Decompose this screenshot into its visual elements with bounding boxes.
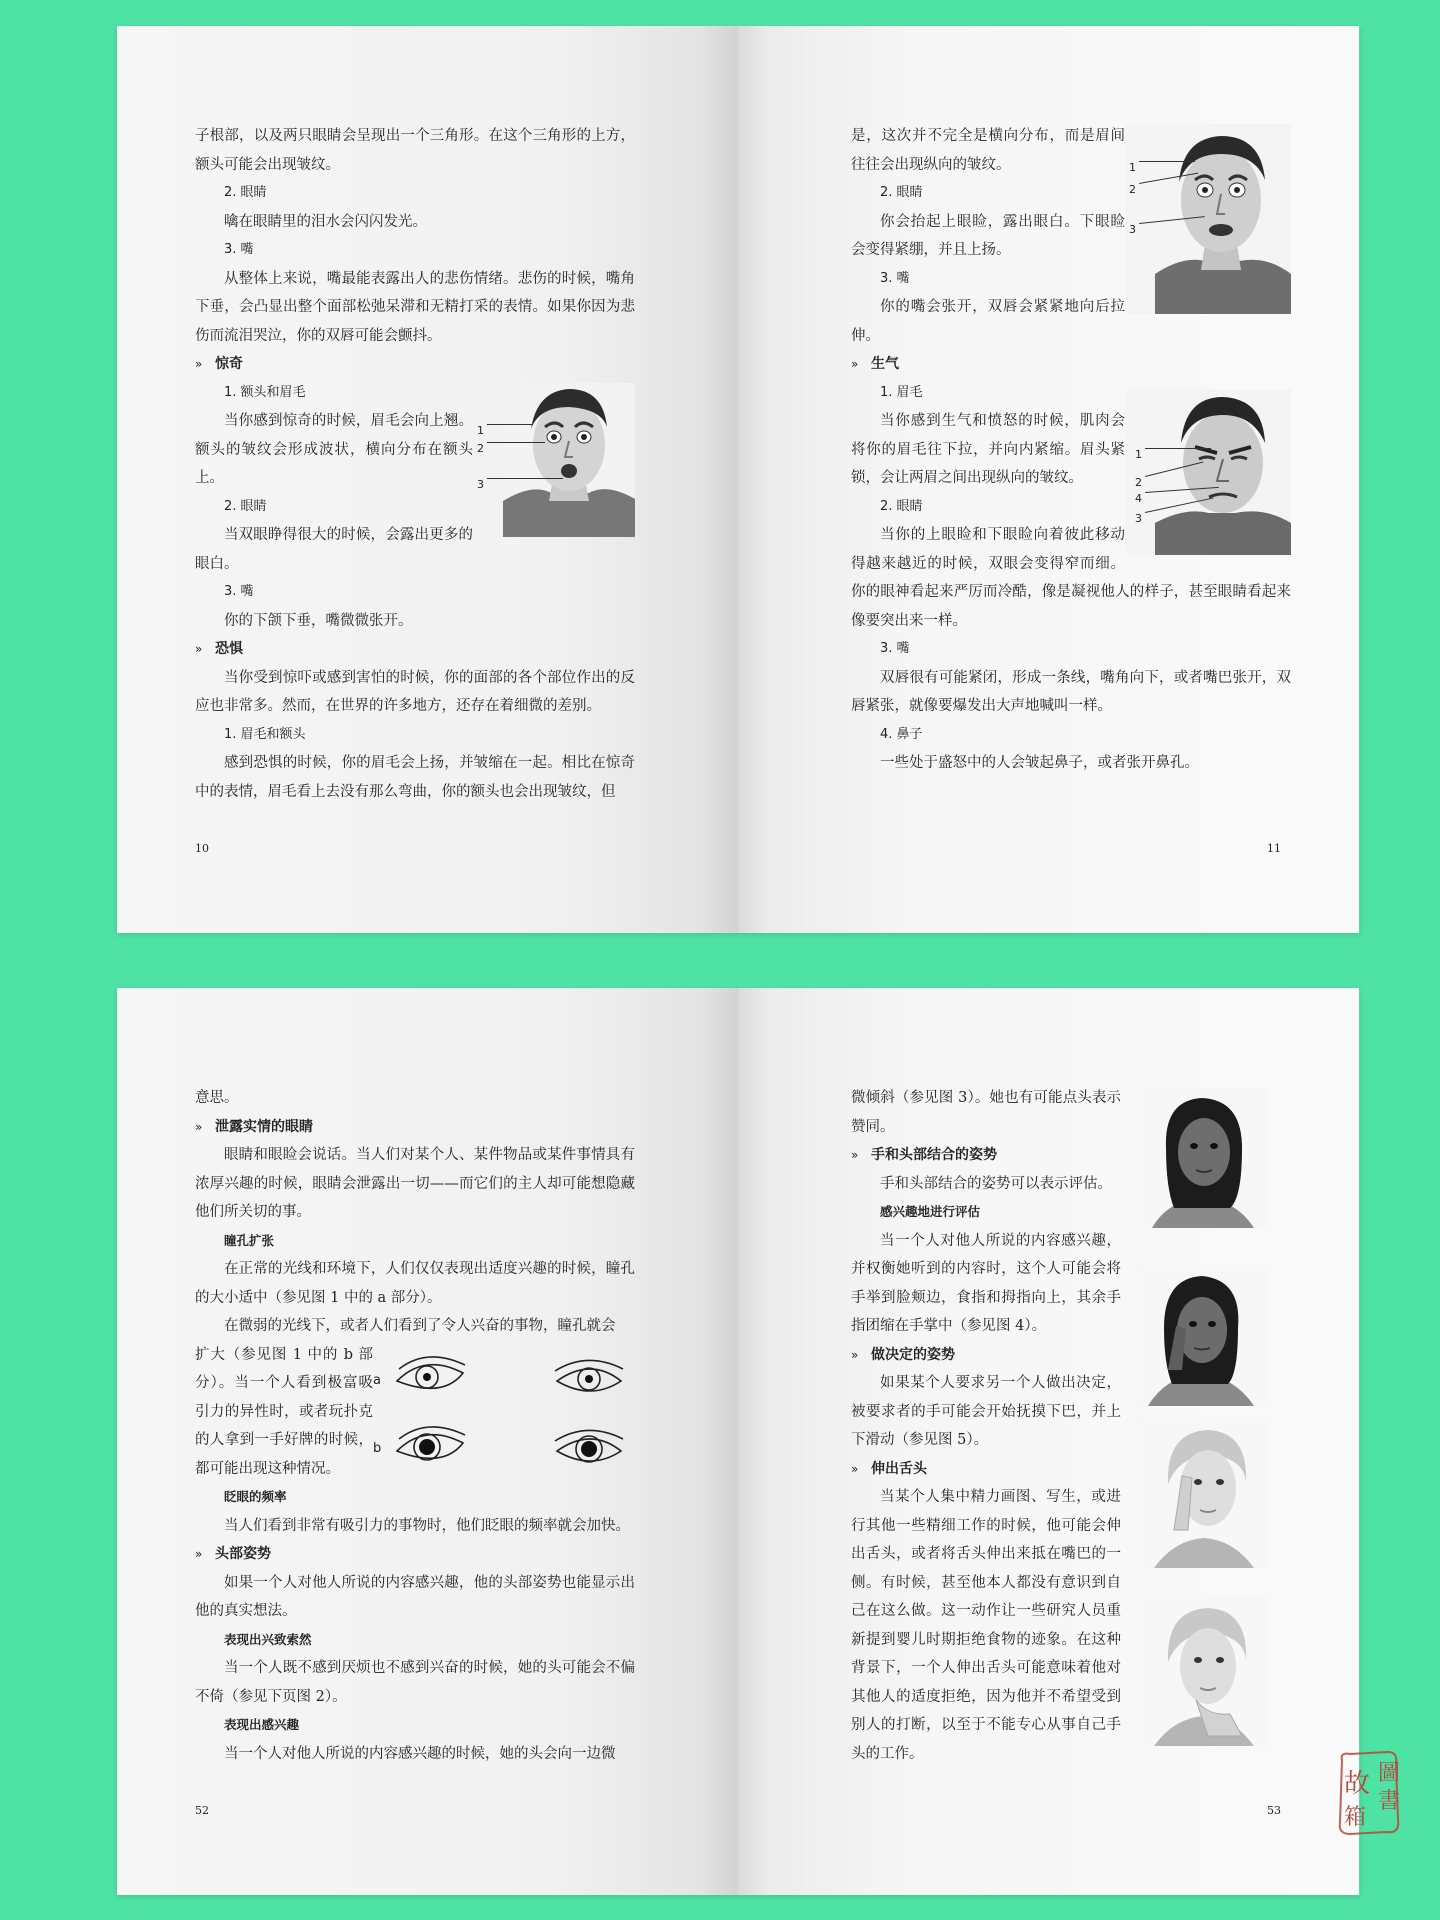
chevron-icon: » [195, 642, 203, 656]
figure-surprise-face [473, 383, 635, 543]
section-heading-surprise [195, 350, 635, 379]
section-title: 生气 [871, 356, 899, 372]
fearful-face-photo [1125, 124, 1291, 314]
figure-fear-face [1125, 124, 1291, 314]
paragraph: 如果一个人对他人所说的内容感兴趣，他的头部姿势也能显示出他的真实想法。 [195, 1574, 635, 1619]
figure-pupil-dilation [373, 1343, 635, 1479]
paragraph: 当一个人对他人所说的内容感兴趣，并权衡她听到的内容时，这个人可能会将手举到脸颊边，食指和拇指向上，其余手指团缩在手掌中（参见图 4）。 [851, 1232, 1121, 1334]
portrait-head-tilt-photo [1138, 1088, 1268, 1228]
paragraph: 当一个人对他人所说的内容感兴趣的时候，她的头会向一边微 [224, 1745, 616, 1762]
paragraph: 你会抬起上眼睑，露出眼白。下眼睑会变得紧绷，并且上扬。 [851, 213, 1125, 258]
page-number: 53 [1267, 1804, 1281, 1817]
figure-label: 3 [1129, 223, 1136, 236]
paragraph: 从整体上来说，嘴最能表露出人的悲伤情绪。悲伤的时候，嘴角下垂，会凸显出整个面部松弛呆滞和无精打采的表情。如果你因为悲伤而流泪哭泣，你的双唇可能会颤抖。 [195, 270, 635, 344]
chevron-icon: » [195, 1119, 203, 1134]
page-number: 11 [1267, 842, 1281, 855]
paragraph: 当双眼睁得很大的时候，会露出更多的眼白。 [195, 527, 473, 572]
paragraph: 在微弱的光线下，或者人们看到了令人兴奋的事物，瞳孔就会 [224, 1318, 616, 1334]
section-heading-eyes [195, 1113, 635, 1142]
paragraph: 手和头部结合的姿势可以表示评估。 [880, 1175, 1112, 1192]
figure-label: 2 [1129, 183, 1136, 196]
subheading: 2. 眼睛 [224, 498, 267, 514]
paragraph: 子根部，以及两只眼睛会呈现出一个三角形。在这个三角形的上方，额头可能会出现皱纹。 [195, 128, 635, 173]
subheading: 2. 眼睛 [880, 185, 923, 200]
subheading: 3. 嘴 [224, 242, 254, 257]
subheading: 3. 嘴 [880, 270, 910, 286]
subheading: 眨眼的频率 [224, 1489, 287, 1504]
figure-label: 3 [477, 477, 484, 491]
book-spread-top [117, 26, 1360, 933]
subheading: 表现出兴致索然 [224, 1631, 312, 1647]
figure-label: 2 [477, 441, 484, 455]
subheading: 3. 嘴 [224, 584, 254, 599]
figure-label: 4 [1135, 491, 1142, 505]
section-title: 泄露实情的眼睛 [215, 1118, 313, 1135]
paragraph: 微倾斜（参见图 3）。她也有可能点头表示赞同。 [851, 1090, 1121, 1135]
paragraph: 当某个人集中精力画图、写生，或进行其他一些精细工作的时候，他可能会伸出舌头，或者将舌头伸出来抵在嘴巴的一侧。有时候，甚至他本人都没有意识到自己在这么做。这一动作让一些研究人员重新提到婴儿时期拒绝食物的迹象。在这种背景下，一个人伸出舌头可能意味着他对其他人的适度拒绝，因为他并不希望受到别人的打断，以至于不能专心从事自己手头的工作。 [851, 1489, 1121, 1762]
portrait-hand-cheek-photo [1138, 1266, 1268, 1406]
angry-face-photo [1125, 389, 1291, 555]
subheading: 2. 眼睛 [224, 185, 267, 200]
svg-text:圖: 圖 [1378, 1761, 1400, 1786]
paragraph: 意思。 [195, 1090, 239, 1106]
section-title: 伸出舌头 [871, 1460, 927, 1477]
paragraph: 当你感到惊奇的时候，眉毛会向上翘。额头的皱纹会形成波状，横向分布在额头上。 [195, 413, 473, 486]
page-10-text [195, 122, 635, 806]
chevron-icon: » [851, 1461, 859, 1476]
chevron-icon: » [195, 357, 203, 371]
paragraph: 你的下颌下垂，嘴微微张开。 [224, 612, 413, 629]
section-title: 手和头部结合的姿势 [871, 1147, 997, 1163]
subheading: 2. 眼睛 [880, 498, 923, 514]
page-number: 10 [195, 842, 209, 855]
paragraph: 一些处于盛怒中的人会皱起鼻子，或者张开鼻孔。 [880, 755, 1199, 771]
figure-label: 1 [477, 423, 484, 437]
page-11 [738, 26, 1359, 933]
svg-text:故: 故 [1344, 1769, 1371, 1799]
label-line [487, 442, 545, 443]
paragraph: 当你受到惊吓或感到害怕的时候，你的面部的各个部位作出的反应也非常多。然而，在世界的许多地方，还存在着细微的差别。 [195, 669, 635, 714]
section-heading-hand-head [851, 1141, 1121, 1170]
chevron-icon: » [851, 1148, 859, 1162]
svg-text:箱: 箱 [1344, 1805, 1367, 1830]
paragraph: 感到恐惧的时候，你的眉毛会上扬，并皱缩在一起。相比在惊奇中的表情，眉毛看上去没有那么弯曲，你的额头也会出现皱纹，但 [195, 755, 635, 800]
section-heading-decide [851, 1341, 1121, 1370]
chevron-icon: » [851, 1347, 859, 1362]
page-10 [117, 26, 738, 933]
figure-label-b: b [373, 1440, 382, 1456]
figure-label: 1 [1129, 161, 1136, 174]
section-heading-head [195, 1540, 635, 1569]
subheading: 瞳孔扩张 [224, 1232, 275, 1248]
figure-label: 2 [1135, 475, 1142, 489]
paragraph: 噙在眼睛里的泪水会闪闪发光。 [224, 213, 427, 230]
page-53-text [851, 1084, 1121, 1768]
paragraph: 双唇很有可能紧闭，形成一条线，嘴角向下，或者嘴巴张开，双唇紧张，就像要爆发出大声地喊叫一样。 [851, 669, 1291, 714]
paragraph: 当一个人既不感到厌烦也不感到兴奋的时候，她的头可能会不偏不倚（参见下页图 2）。 [195, 1660, 635, 1705]
subheading: 4. 鼻子 [880, 726, 923, 742]
subheading: 3. 嘴 [880, 641, 910, 656]
eye-diagrams [391, 1347, 635, 1477]
paragraph: 扩大（参见图 1 中的 b 部分）。当一个人看到极富吸引力的异性时，或者玩扑克的人拿到一手好牌的时候，都可能出现这种情况。 [195, 1346, 373, 1477]
chevron-icon: » [195, 1547, 203, 1561]
surprised-face-photo [503, 383, 635, 537]
page-52-text [195, 1084, 635, 1768]
page-11-text [851, 122, 1291, 778]
subheading: 1. 眉毛和额头 [224, 726, 306, 742]
page-53 [738, 988, 1359, 1895]
figure-label-a: a [373, 1372, 381, 1388]
label-line [1145, 448, 1211, 449]
page-52 [117, 988, 738, 1895]
paragraph: 眼睛和眼睑会说话。当人们对某个人、某件物品或某件事情具有浓厚兴趣的时候，眼睛会泄露出一切——而它们的主人却可能想隐藏他们所关切的事。 [195, 1147, 635, 1220]
label-line [487, 424, 533, 425]
section-heading-fear [195, 635, 635, 664]
section-heading-anger [851, 350, 1291, 379]
paragraph: 在正常的光线和环境下，人们仅仅表现出适度兴趣的时候，瞳孔的大小适中（参见图 1 中的 a 部分）。 [195, 1261, 635, 1306]
paragraph: 是，这次并不完全是横向分布，而是眉间往往会出现纵向的皱纹。 [851, 128, 1125, 173]
portrait-evaluate-photo [1138, 1418, 1268, 1568]
figure-label: 3 [1135, 511, 1142, 525]
page-number: 52 [195, 1804, 209, 1817]
label-line [487, 478, 563, 479]
subheading: 表现出感兴趣 [224, 1717, 300, 1732]
book-spread-bottom [117, 988, 1360, 1895]
portrait-chin-stroke-photo [1138, 1596, 1268, 1746]
paragraph: 你的嘴会张开，双唇会紧紧地向后拉伸。 [851, 299, 1125, 344]
chevron-icon: » [851, 357, 859, 371]
paragraph: 当你的上眼睑和下眼睑向着彼此移动得越来越近的时候，双眼会变得窄而细。你的眼神看起来严厉而冷酷，像是凝视他人的样子，甚至眼睛看起来像要突出来一样。 [851, 527, 1291, 629]
section-title: 头部姿势 [215, 1546, 271, 1562]
subheading: 1. 额头和眉毛 [224, 384, 306, 400]
section-title: 恐惧 [215, 641, 243, 657]
section-title: 做决定的姿势 [871, 1346, 955, 1363]
subheading: 1. 眉毛 [880, 384, 923, 400]
section-heading-tongue [851, 1455, 1121, 1484]
paragraph: 如果某个人要求另一个人做出决定，被要求者的手可能会开始抚摸下巴，并上下滑动（参见图 5）。 [851, 1375, 1121, 1448]
svg-text:書: 書 [1378, 1789, 1400, 1814]
watermark-seal-logo [1336, 1750, 1400, 1836]
paragraph: 当人们看到非常有吸引力的事物时，他们眨眼的频率就会加快。 [224, 1517, 630, 1534]
section-title: 惊奇 [215, 356, 243, 372]
subheading: 感兴趣地进行评估 [880, 1204, 981, 1219]
figure-label: 1 [1135, 447, 1142, 461]
label-line [1139, 161, 1195, 162]
figure-anger-face [1125, 389, 1291, 559]
paragraph: 当你感到生气和愤怒的时候，肌肉会将你的眉毛往下拉，并向内紧缩。眉头紧锁，会让两眉之间出现纵向的皱纹。 [851, 413, 1125, 486]
